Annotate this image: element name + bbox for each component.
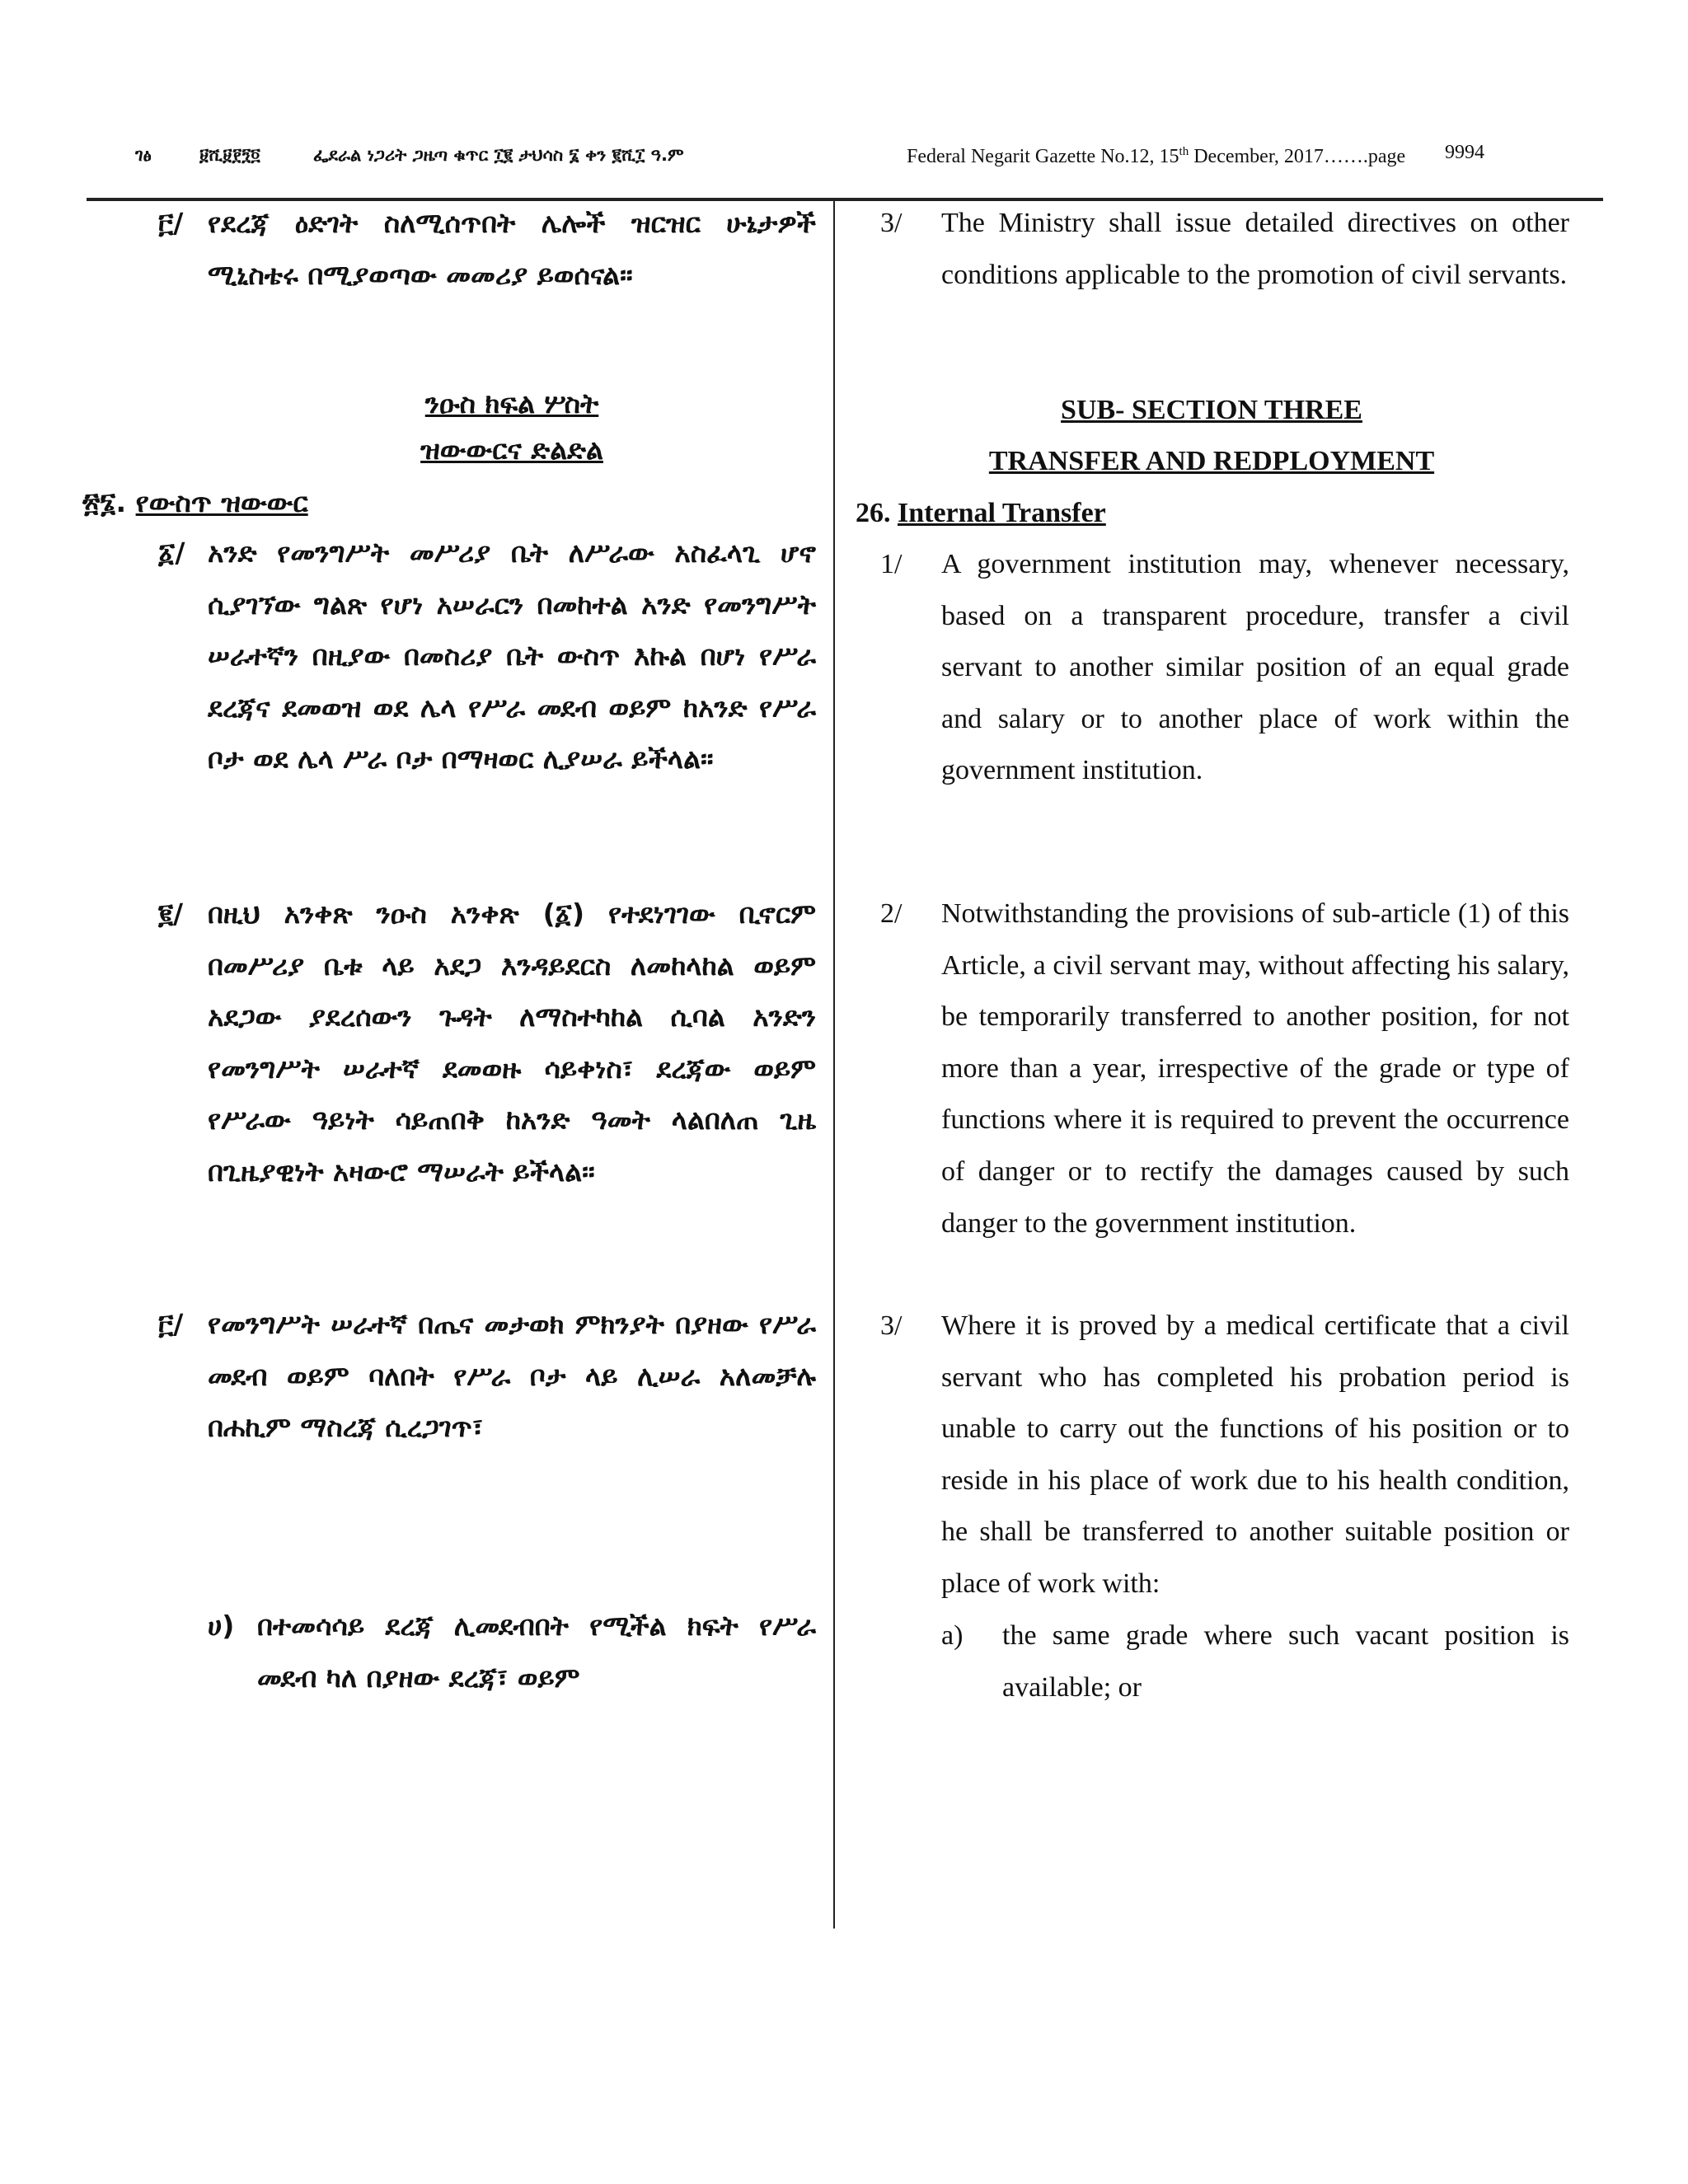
en-item-a-text: the same grade where such vacant position is available; or [1002, 1620, 1569, 1703]
en-subsection-title: TRANSFER AND REDPLOYMENT [988, 446, 1435, 476]
header-en-title-text: Federal Negarit Gazette No.12, 15 [907, 146, 1179, 167]
en-sub3-text: The Ministry shall issue detailed directives on other conditions applicable to the promotion of civil servants. [941, 208, 1569, 290]
am-sub3-marker: ፫/ [158, 207, 184, 239]
am-s2-marker: ፪/ [158, 898, 184, 930]
am-article-title: የውስጥ ዝውውር [135, 486, 308, 518]
en-s1-marker: 1/ [880, 549, 903, 579]
header-en-date: December, 2017…….page [1189, 146, 1406, 167]
header-am-page-label: ገፅ [135, 145, 152, 165]
en-s3-marker: 3/ [880, 1310, 903, 1341]
am-article-number: ፳፮. [82, 486, 127, 518]
en-item-a-marker: a) [941, 1620, 964, 1651]
am-s2-text: በዚህ አንቀጽ ንዑስ አንቀጽ (፩) የተደነገገው ቢኖርም በመሥሪያ ቤቱ ላይ አደጋ እንዳይደርስ ለመከላከል ወይም አደጋው ያደረሰውን ጉዳት ለማስተካከል ሲባል አንድን የመንግሥት ሠራተኛ ደመወዙ ሳይቀነስ፣ ደረጃው ወይም የሥራው ዓይነት ሳይጠበቅ ከአንድ ዓመት ላልበለጠ ጊዜ በጊዜያዊነት አዛውሮ ማሠራት ይችላል፡፡ [208, 898, 816, 1188]
en-s2-text: Notwithstanding the provisions of sub-article (1) of this Article, a civil servant may, without affecting his salary, be temporarily transferred to another position, for not more than a year, irrespective of the grade or type of functions where it is required to prevent the occurrence of danger or to rectify the damages caused by such danger to the government institution. [941, 898, 1569, 1239]
am-sub3-text: የደረጃ ዕድገት ስለሚሰጥበት ሌሎች ዝርዝር ሁኔታዎች ሚኒስቴሩ በሚያወጣው መመሪያ ይወሰናል፡፡ [208, 207, 816, 291]
am-s3-marker: ፫/ [158, 1308, 184, 1340]
am-subsection-heading: ንዑስ ክፍል ሦስት [424, 387, 599, 419]
header-am-gazette-title: ፌደራል ነጋሪት ጋዜጣ ቁጥር ፲፪ ታህሳስ ፮ ቀን ፪ሺ፲ ዓ.ም [313, 145, 684, 165]
column-divider [833, 199, 835, 1929]
am-subsection-title: ዝውውርና ድልድል [420, 434, 603, 466]
am-s3-text: የመንግሥት ሠራተኛ በጤና መታወክ ምክንያት በያዘው የሥራ መደብ ወይም ባለበት የሥራ ቦታ ላይ ሊሠራ አለመቻሉ በሐኪም ማስረጃ ሲረጋገጥ፣ [208, 1308, 816, 1443]
header-en-date-suffix: th [1179, 145, 1189, 158]
en-sub3-marker: 3/ [880, 208, 903, 238]
am-article-heading [82, 478, 308, 527]
am-s1-text: አንድ የመንግሥት መሥሪያ ቤት ለሥራው አስፈላጊ ሆኖ ሲያገኘው ግልጽ የሆነ አሠራርን በመከተል አንድ የመንግሥት ሠራተኛን በዚያው በመስሪያ ቤት ውስጥ እኩል በሆነ የሥራ ደረጃና ደመወዝ ወደ ሌላ የሥራ መደብ ወይም ከአንድ የሥራ ቦታ ወደ ሌላ ሥራ ቦታ በማዛወር ሊያሠራ ይችላል፡፡ [208, 537, 816, 775]
en-article-heading [856, 488, 1106, 539]
header-en-page-number: 9994 [1445, 142, 1484, 163]
am-item-a-marker: ሀ) [208, 1610, 235, 1642]
am-item-a-text: በተመሳሳይ ደረጃ ሊመደብበት የሚችል ክፍት የሥራ መደብ ካለ በያዘው ደረጃ፣ ወይም [257, 1610, 816, 1694]
header-am-page-number: ፱ሺ፱፻፺፬ [199, 145, 260, 165]
header-en-gazette-title [907, 145, 1405, 168]
am-s1-marker: ፩/ [158, 537, 185, 569]
en-article-number: 26. [856, 498, 891, 528]
en-s2-marker: 2/ [880, 898, 903, 929]
en-s3-text: Where it is proved by a medical certificate that a civil servant who has completed his probation period is unable to carry out the functions of his position or to reside in his place of work due to his health condition, he shall be transferred to another suitable position or place of work with: [941, 1310, 1569, 1599]
en-article-title: Internal Transfer [898, 498, 1106, 528]
en-subsection-heading: SUB- SECTION THREE [1061, 395, 1362, 425]
en-s1-text: A government institution may, whenever necessary, based on a transparent procedure, transfer a civil servant to another similar position of an equal grade and salary or to another place of work within the government institution. [941, 549, 1569, 786]
